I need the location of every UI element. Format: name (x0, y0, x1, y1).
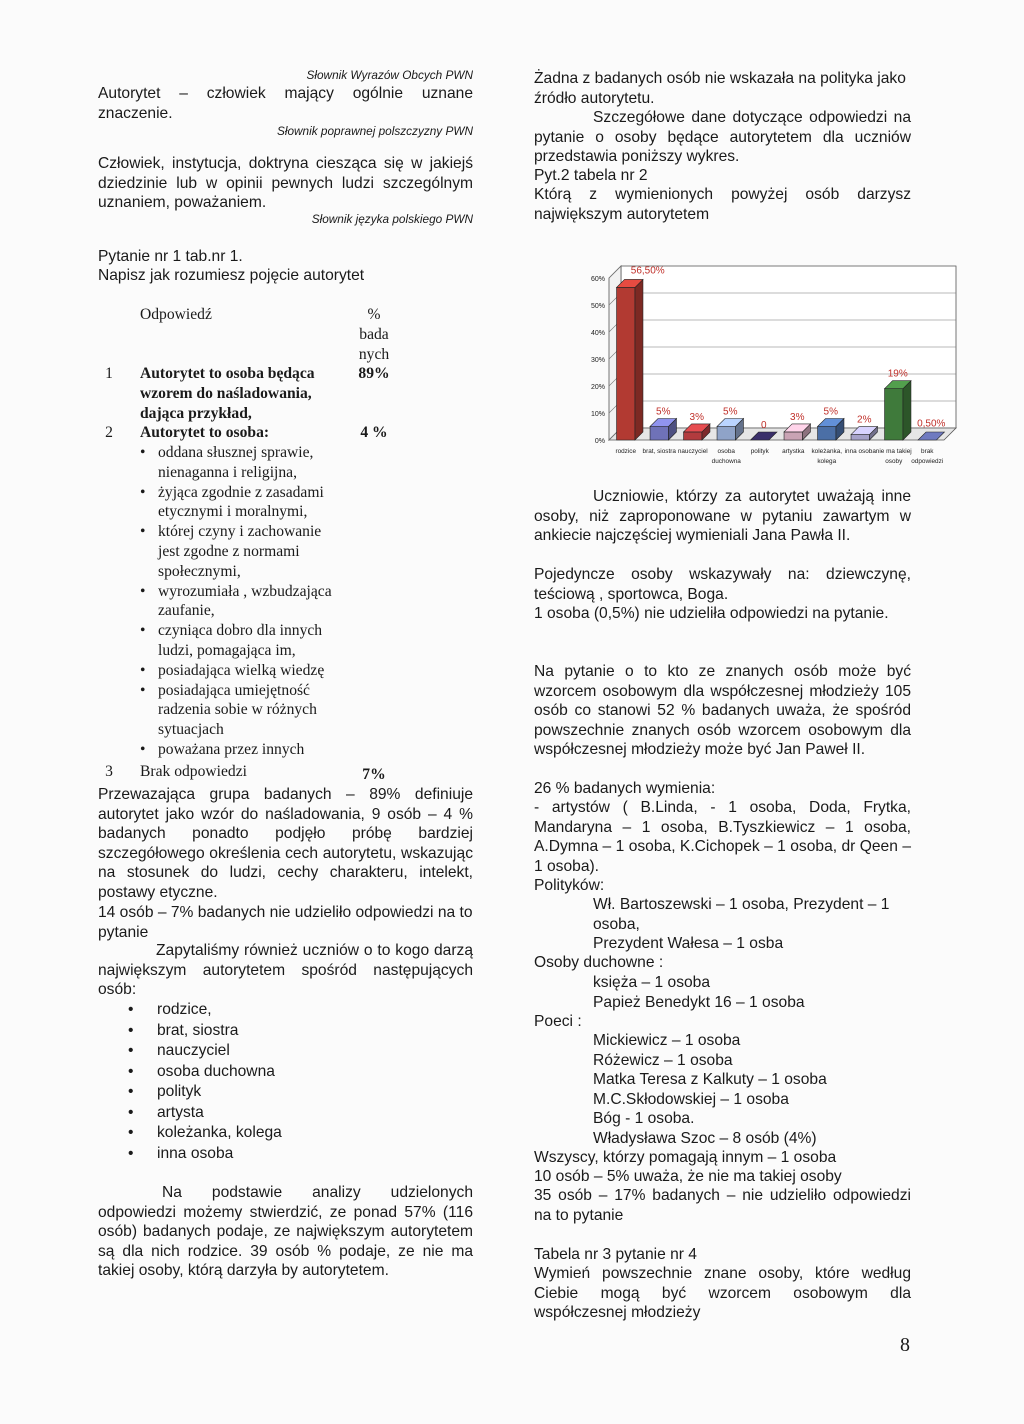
list-item: Wł. Bartoszewski – 1 osoba, Prezydent – 1 osoba, (593, 896, 890, 933)
list-item: • poważana przez innych (140, 740, 340, 760)
list-item: • żyjąca zgodnie z zasadami etycznymi i moralnymi, (140, 483, 340, 523)
paragraph: - artystów ( B.Linda, - 1 osoba, Doda, Frytka, Mandaryna – 1 osoba, B.Tyszkiewicz – 1 osoba, A.Dymna – 1 osoba, K.Cichopek – 1 osoba, dr Qeen – 1 osoba). (534, 799, 911, 875)
x-tick-label: kolega (817, 458, 837, 465)
list-item: • inna osoba (128, 1144, 428, 1164)
group-label: Osoby duchowne : (534, 954, 664, 971)
list-item: księża – 1 osoba (593, 974, 711, 991)
paragraph: Na pytanie o to kto ze znanych osób może być wzorcem osobowym dla współczesnej młodzieży 105 osób co stanowi 52 % badanych uważa, że spośród powszechnie znanych osób wzorcem osobowym dla współczesnej młodzieży może być Jan Paweł II. (534, 663, 911, 758)
x-tick-label: rodzice (615, 448, 637, 455)
question-text: Którą z wymienionych powyżej osób darzysz największym autorytetem (534, 186, 911, 223)
bar (851, 435, 869, 440)
x-tick-label: brat, siostra (642, 448, 676, 455)
answers-table (98, 305, 398, 785)
row-percent: 4 % (360, 424, 388, 441)
bar-side (903, 381, 911, 440)
list-item: • artysta (128, 1103, 428, 1123)
data-label: 56,50% (630, 265, 665, 277)
group-label: Poeci : (534, 1013, 582, 1030)
bar (818, 427, 836, 441)
paragraph: 35 osób – 17% badanych – nie udzieliło odpowiedzi na to pytanie (534, 1187, 911, 1224)
group-list (593, 1031, 911, 1148)
header-line: bada (359, 325, 389, 343)
list-item: • polityk (128, 1082, 428, 1102)
source-citation: Słownik języka polskiego PWN (311, 212, 473, 226)
source-citation: Słownik Wyrazów Obcych PWN (306, 68, 473, 82)
row-number: 3 (105, 763, 113, 780)
paragraph: 26 % badanych wymienia: (534, 780, 716, 797)
list-item: Papież Benedykt 16 – 1 osoba (593, 993, 805, 1011)
source-citation: Słownik poprawnej polszczyzny PWN (276, 124, 473, 138)
page-number: 8 (900, 1334, 910, 1356)
paragraph: Żadna z badanych osób nie wskazała na polityka jako źródło autorytetu. (534, 70, 906, 107)
data-label: 3% (689, 411, 704, 423)
bar (617, 287, 635, 440)
paragraph: Na podstawie analizy udzielonych odpowiedzi możemy stwierdzić, ze ponad 57% (116 osób) badanych podaje, ze największym autorytetem są dla nich rodzice. 39 osób % podaje, ze nie ma takiej osoby, którą darzyła by autorytetem. (98, 1184, 473, 1279)
traits-list (140, 443, 340, 760)
definition-text: Człowiek, instytucja, doktryna ciesząca się w jakiejś dziedzinie lub w opinii pewnych ludzi szczególnym uznaniem, poważaniem. (98, 155, 473, 211)
definition-text: Autorytet – człowiek mający ogólnie uznane znaczenie. (98, 85, 473, 122)
list-item: • posiadająca wielką wiedzę (140, 661, 340, 681)
header-line: nych (358, 345, 390, 363)
persons-list (128, 1000, 428, 1163)
data-label: 0 (760, 420, 767, 431)
data-label: 5% (823, 406, 838, 418)
question-title: Pyt.2 tabela nr 2 (534, 167, 648, 184)
y-tick-label: 30% (590, 357, 605, 364)
x-tick-label: nie ma takiej (875, 448, 912, 455)
row-number: 2 (105, 424, 113, 441)
row-percent: 7% (362, 766, 386, 783)
x-tick-label: artystka (782, 448, 805, 455)
bar (784, 432, 802, 440)
data-label: 3% (790, 411, 805, 423)
paragraph: 10 osób – 5% uważa, że nie ma takiej osoby (534, 1168, 842, 1185)
data-label: 0,50% (917, 418, 946, 430)
paragraph: Szczegółowe dane dotyczące odpowiedzi na pytanie o osoby będące autorytetem dla uczniów przedstawia poniższy wykres. (534, 109, 911, 165)
bar (885, 389, 903, 440)
paragraph: Przewazająca grupa badanych – 89% definiuje autorytet jako wzór do naśladowania, 9 osób – 4 % badanych ponadto podjęło próbę bardziej szczegółowego określenia cech autorytetu, wskazując na stosunek do ludzi, cechy charakteru, intelekt, postawy etyczne. (98, 786, 473, 901)
data-label: 5% (723, 406, 738, 418)
y-tick-label: 0% (594, 438, 605, 445)
list-item: Mickiewicz – 1 osoba (593, 1032, 741, 1049)
authority-bar-chart (574, 248, 984, 476)
paragraph: 14 osób – 7% badanych nie udzieliło odpowiedzi na to pytanie (98, 904, 473, 941)
x-tick-label: nauczyciel (677, 448, 708, 455)
bar-side (635, 279, 643, 440)
list-item: M.C.Skłodowskiej – 1 osoba (593, 1090, 789, 1108)
group-label: Polityków: (534, 877, 605, 894)
row-answer: Autorytet to osoba będąca wzorem do naśladowania, dająca przykład, (140, 365, 315, 422)
data-label: 2% (857, 414, 872, 426)
data-label: 19% (887, 368, 908, 380)
question-text: Wymień powszechnie znane osoby, które według Ciebie mogą być wzorcem osobowym dla współczesnej młodzieży (534, 1265, 911, 1321)
y-tick-label: 60% (590, 276, 605, 283)
table-header-answer: Odpowiedź (140, 306, 212, 323)
row-answer: Autorytet to osoba: (140, 424, 270, 441)
bar (650, 427, 668, 441)
header-line: % (367, 306, 381, 323)
table-caption: Tabela nr 3 pytanie nr 4 (534, 1246, 697, 1263)
x-tick-label: osoby (885, 458, 903, 465)
x-tick-label: polityk (750, 448, 769, 455)
table-header-percent (356, 305, 392, 364)
x-tick-label: inna osoba (844, 448, 876, 455)
y-tick-label: 40% (590, 330, 605, 337)
paragraph: 1 osoba (0,5%) nie udzieliła odpowiedzi na pytanie. (534, 605, 889, 622)
list-item: • rodzice, (128, 1000, 428, 1020)
question-title: Pytanie nr 1 tab.nr 1. (98, 248, 243, 265)
list-item: • brat, siostra (128, 1021, 428, 1041)
y-tick-label: 20% (590, 384, 605, 391)
list-item: Bóg - 1 osoba. (593, 1110, 695, 1127)
row-percent: 89% (358, 365, 390, 382)
list-item: • koleżanka, kolega (128, 1123, 428, 1143)
bar (684, 432, 702, 440)
x-tick-label: odpowiedzi (911, 458, 944, 465)
list-item: • nauczyciel (128, 1041, 428, 1061)
group-list (593, 895, 911, 954)
list-item: • osoba duchowna (128, 1062, 428, 1082)
list-item: • wyrozumiała , wzbudzająca zaufanie, (140, 582, 340, 622)
paragraph: Uczniowie, którzy za autorytet uważają inne osoby, niż zaproponowane w pytaniu zawartym w ankiecie najczęściej wymieniali Jana Pawła II. (534, 488, 911, 544)
x-tick-label: koleżanka, (811, 448, 843, 455)
paragraph: Wszyscy, którzy pomagają innym – 1 osoba (534, 1149, 837, 1166)
group-list (593, 973, 911, 1012)
paragraph: Zapytaliśmy również uczniów o to kogo darzą największym autorytetem spośród następujących osób: (98, 942, 473, 998)
list-item: Matka Teresa z Kalkuty – 1 osoba (593, 1071, 827, 1088)
list-item: Władysława Szoc – 8 osób (4%) (593, 1129, 817, 1147)
question-text: Napisz jak rozumiesz pojęcie autorytet (98, 267, 365, 284)
list-item: Prezydent Wałesa – 1 osba (593, 935, 784, 952)
row-answer: Brak odpowiedzi (140, 763, 247, 780)
list-item: • czyniąca dobro dla innych ludzi, pomagająca im, (140, 621, 340, 661)
bar (717, 427, 735, 441)
x-tick-label: osoba (717, 448, 735, 455)
row-number: 1 (105, 365, 113, 382)
list-item: Różewicz – 1 osoba (593, 1051, 733, 1069)
list-item: • oddana słusznej sprawie, nienaganna i religijna, (140, 443, 340, 483)
x-tick-label: brak (921, 448, 934, 455)
paragraph: Pojedyncze osoby wskazywały na: dziewczynę, teściową , sportowca, Boga. (534, 566, 911, 603)
y-tick-label: 10% (590, 411, 605, 418)
list-item: • posiadająca umiejętność radzenia sobie w różnych sytuacjach (140, 681, 340, 740)
y-tick-label: 50% (590, 303, 605, 310)
data-label: 5% (656, 406, 671, 418)
list-item: • której czyny i zachowanie jest zgodne z normami społecznymi, (140, 522, 340, 581)
x-tick-label: duchowna (711, 458, 741, 465)
